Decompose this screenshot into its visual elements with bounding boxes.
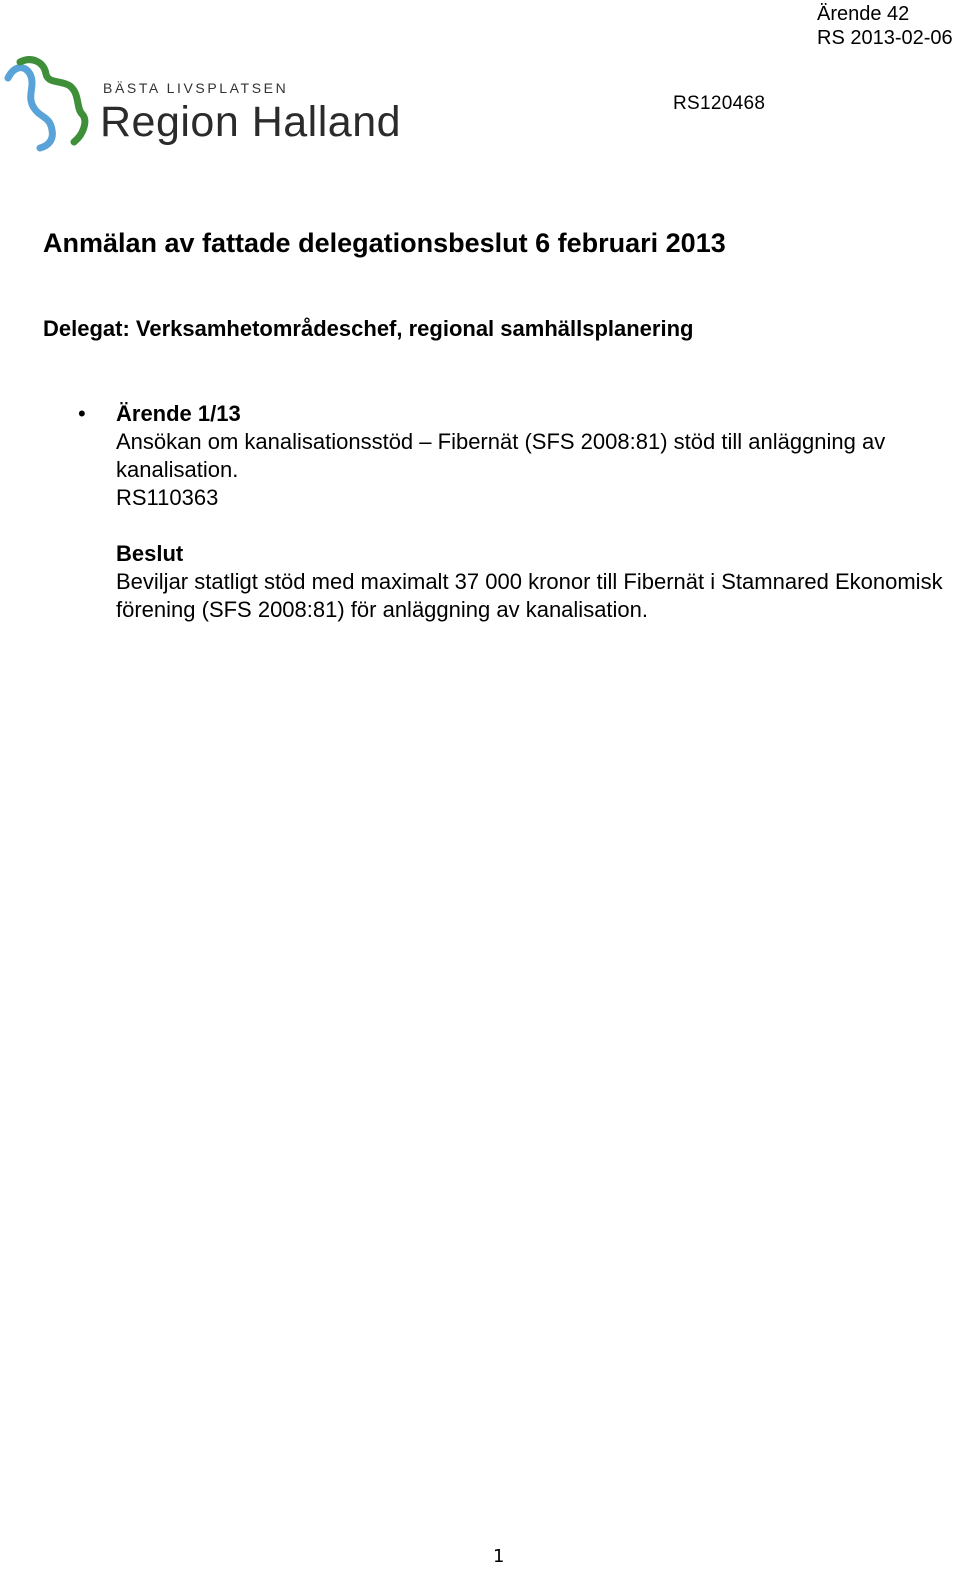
delegate-line: Delegat: Verksamhetområdeschef, regional samhällsplanering xyxy=(43,316,694,341)
logo-tagline: BÄSTA LIVSPLATSEN xyxy=(103,80,289,96)
list-bullet: • xyxy=(78,401,86,426)
page-title: Anmälan av fattade delegationsbeslut 6 februari 2013 xyxy=(43,228,726,258)
decision-label: Beslut xyxy=(116,541,184,566)
case-number: Ärende 42 xyxy=(817,3,910,25)
document-id: RS120468 xyxy=(673,93,766,114)
decision-text: Beviljar statligt stöd med maximalt 37 000 kronor till Fibernät i Stamnared Ekonomisk förening (SFS 2008:81) för anläggning av kanalisation. xyxy=(116,569,943,622)
page-number: 1 xyxy=(493,1546,505,1567)
spacer xyxy=(116,512,946,540)
logo-name: Region Halland xyxy=(100,98,402,146)
region-halland-logo xyxy=(4,56,404,156)
list-item xyxy=(116,400,946,624)
case-heading: Ärende 1/13 xyxy=(116,401,241,426)
case-reference: RS110363 xyxy=(116,485,219,510)
case-header xyxy=(817,2,953,50)
case-description: Ansökan om kanalisationsstöd – Fibernät (SFS 2008:81) stöd till anläggning av kanalisation. xyxy=(116,429,886,482)
logo-emblem-icon xyxy=(4,56,94,156)
reference-date: RS 2013-02-06 xyxy=(817,27,953,49)
